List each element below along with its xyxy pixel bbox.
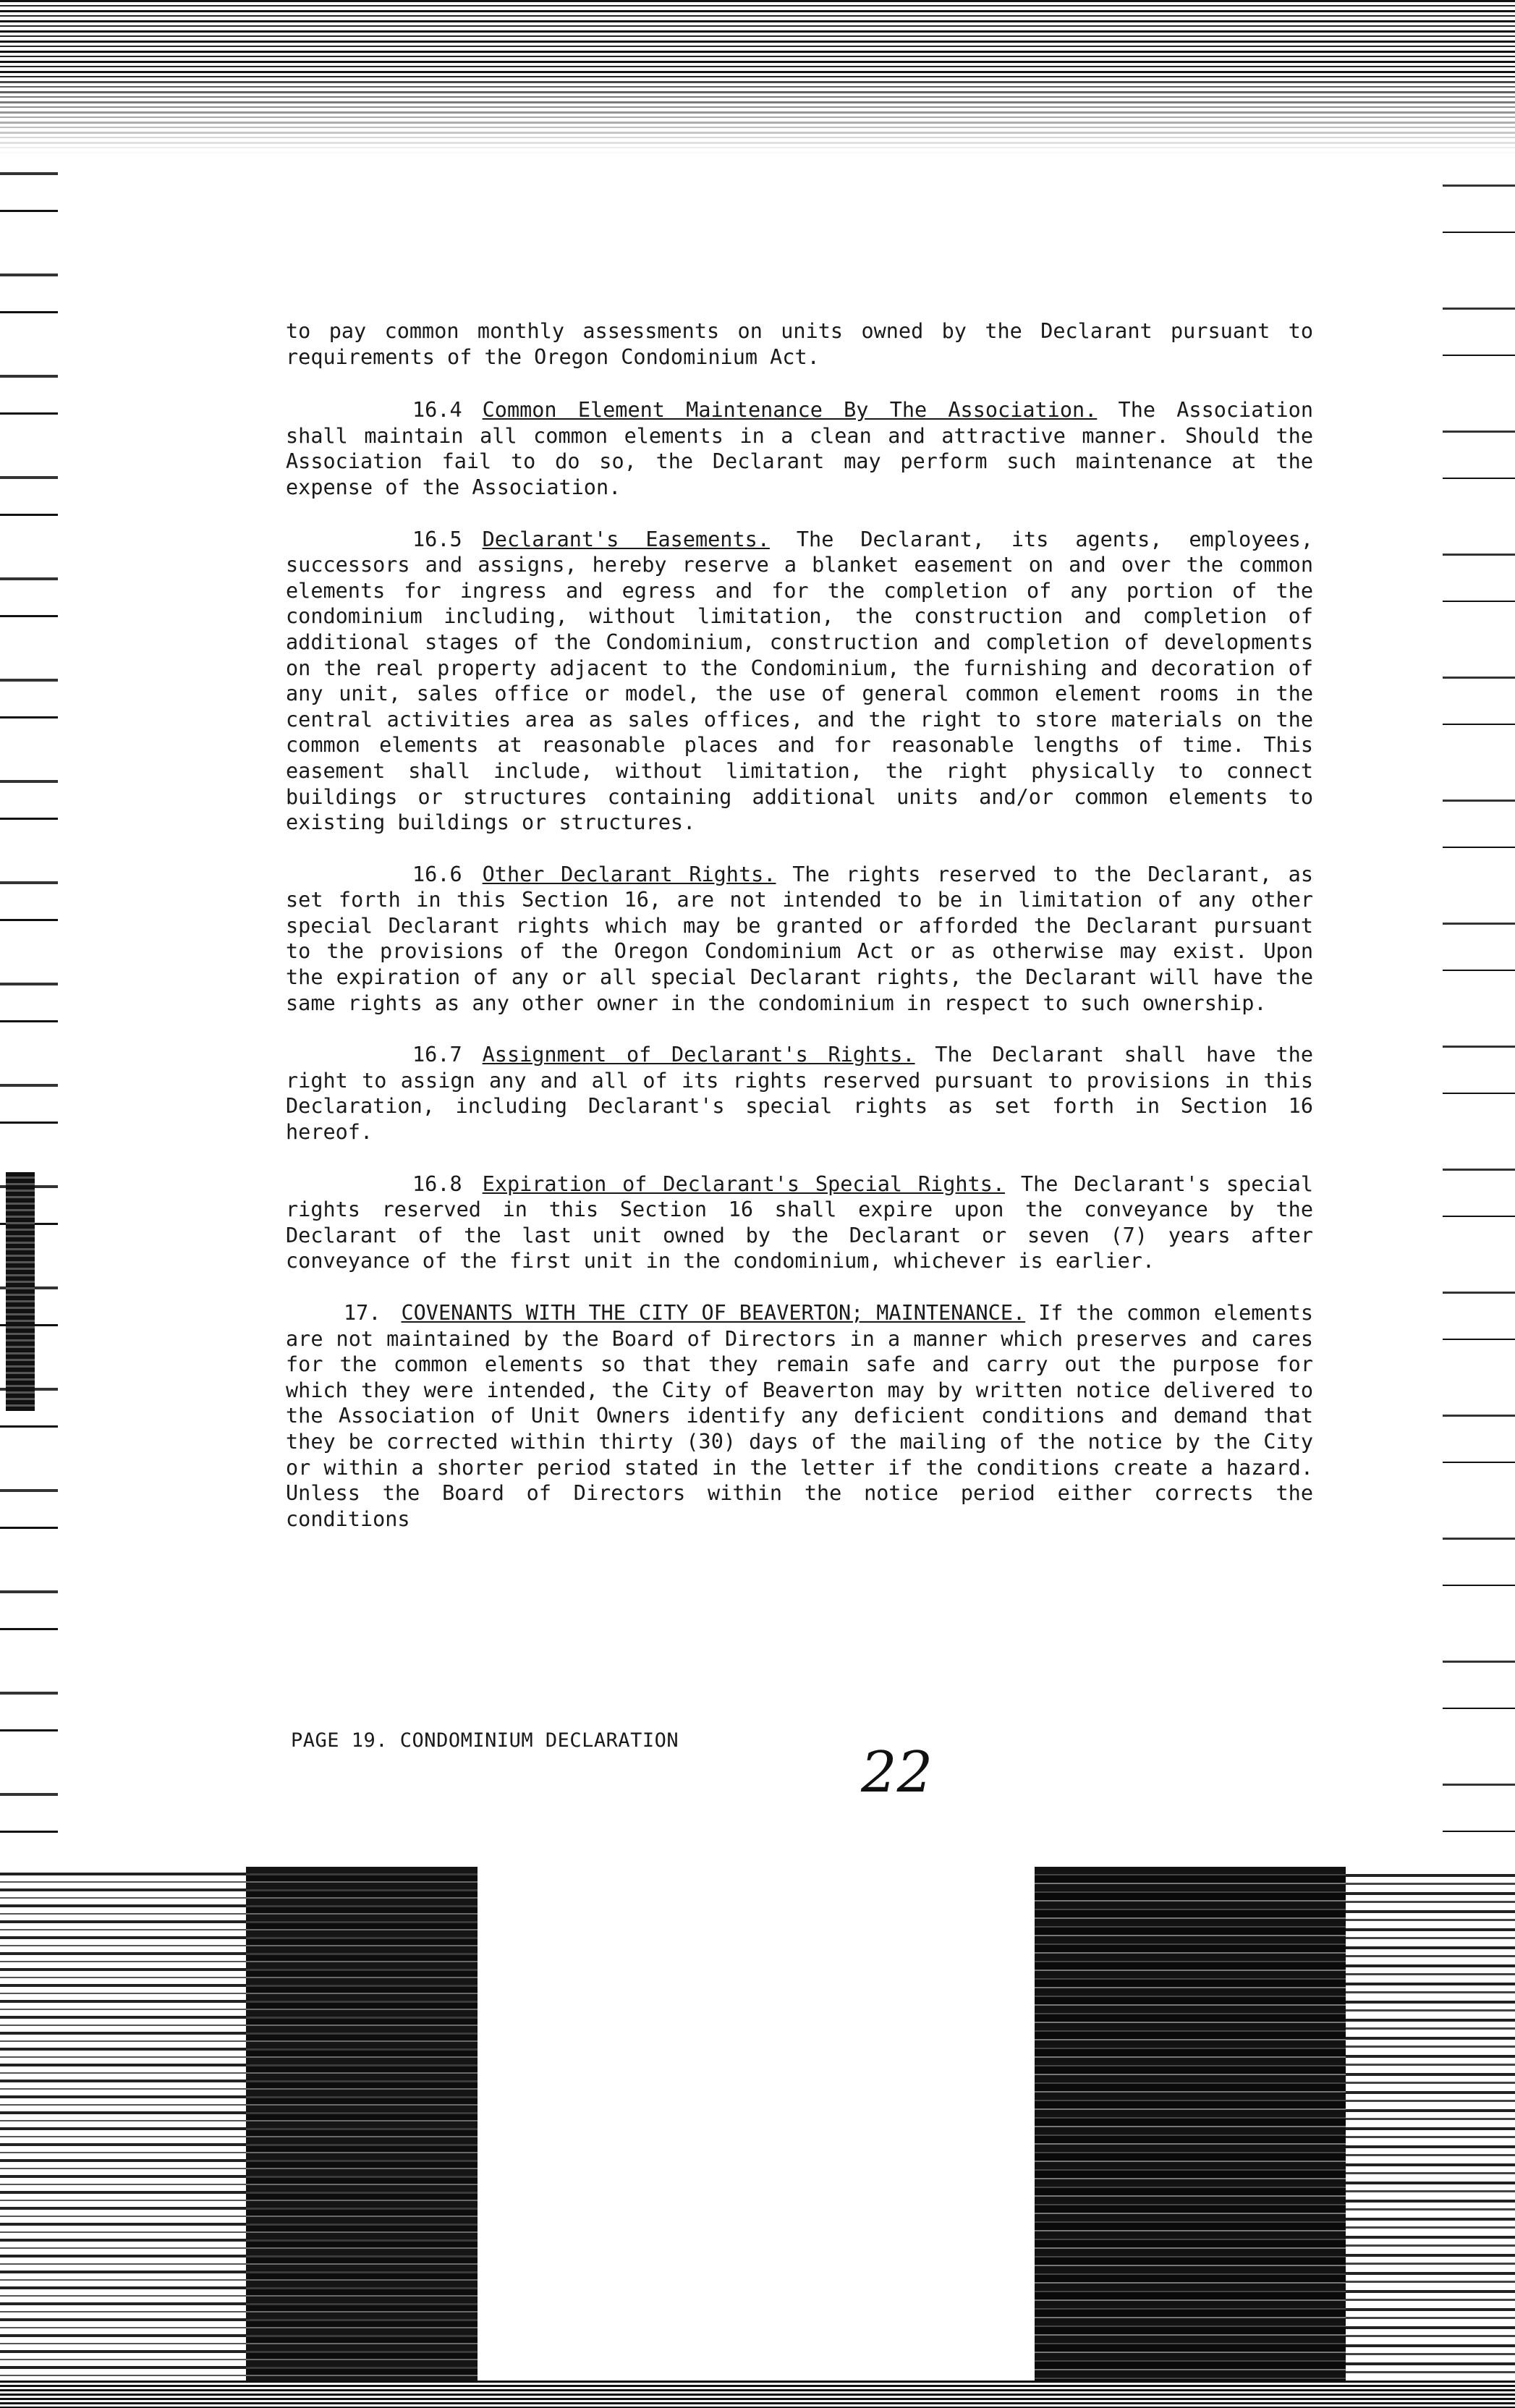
section-body: The Declarant's special rights reserved in this Section 16 shall expire upon the conveyance by the Declarant of the last unit owned by the Declarant or seven (7) years after conveyance of the first unit in the condominium, whichever is earlier. bbox=[286, 1171, 1313, 1273]
section-number: 16.8 bbox=[412, 1171, 462, 1196]
scan-artifact-fade bbox=[0, 80, 1515, 174]
blank-paper-area bbox=[478, 1867, 1035, 2408]
section-number: 16.6 bbox=[412, 862, 462, 886]
section-number: 16.7 bbox=[412, 1043, 462, 1067]
section-16-7 bbox=[286, 1042, 1313, 1145]
scan-artifact-bottom-right-strip bbox=[1346, 1867, 1515, 2408]
section-16-8 bbox=[286, 1171, 1313, 1274]
section-16-5 bbox=[286, 527, 1313, 836]
scan-artifact-bottom-left-strip bbox=[0, 1867, 246, 2408]
section-number: 16.5 bbox=[412, 527, 462, 551]
section-heading: Expiration of Declarant's Special Rights. bbox=[482, 1171, 1006, 1196]
section-heading: Other Declarant Rights. bbox=[482, 862, 776, 886]
section-16-6 bbox=[286, 862, 1313, 1017]
section-number: 17. bbox=[344, 1301, 381, 1325]
handwritten-page-number: 22 bbox=[861, 1740, 933, 1805]
section-heading: Assignment of Declarant's Rights. bbox=[482, 1043, 915, 1067]
scan-artifact-left-edge bbox=[0, 145, 58, 1990]
scan-artifact-bottom-edge bbox=[0, 2381, 1515, 2408]
section-body: The rights reserved to the Declarant, as set forth in this Section 16, are not intended to be in limitation of any other special Declarant rights which may be granted or afforded the Declarant pursuant to the provisions of the Oregon Condominium Act or as otherwise may exist. Upon the expiration of any or all special Declarant rights, the Declarant will have the same rights as any other owner in the condominium in respect to such ownership. bbox=[286, 862, 1313, 1015]
section-heading: Common Element Maintenance By The Association. bbox=[482, 398, 1098, 423]
section-body: The Association shall maintain all common elements in a clean and attractive manner. Should the Association fail to do so, the Declarant may perform such maintenance at the expense of the Association. bbox=[286, 398, 1313, 499]
section-heading: COVENANTS WITH THE CITY OF BEAVERTON; MAINTENANCE. bbox=[401, 1301, 1026, 1325]
document-body bbox=[286, 318, 1313, 1558]
section-heading: Declarant's Easements. bbox=[482, 527, 770, 551]
carryover-paragraph: to pay common monthly assessments on units owned by the Declarant pursuant to requirements of the Oregon Condominium Act. bbox=[286, 319, 1313, 369]
section-body: If the common elements are not maintained by the Board of Directors in a manner which preserves and cares for the common elements so that they remain safe and carry out the purpose for which they were intended, the City of Beaverton may by written notice delivered to the Association of Unit Owners identify any deficient conditions and demand that they be corrected within thirty (30) days of the mailing of the notice by the City or within a shorter period stated in the letter if the conditions create a hazard. Unless the Board of Directors within the notice period either corrects the conditions bbox=[286, 1301, 1313, 1531]
page-footer: PAGE 19. CONDOMINIUM DECLARATION bbox=[291, 1729, 679, 1752]
section-17 bbox=[286, 1300, 1313, 1532]
section-body: The Declarant shall have the right to assign any and all of its rights reserved pursuant to provisions in this Declaration, including Declarant's special rights as set forth in Section 16 hereof. bbox=[286, 1043, 1313, 1145]
section-16-4 bbox=[286, 397, 1313, 500]
section-body: The Declarant, its agents, employees, successors and assigns, hereby reserve a blanket easement on and over the common elements for ingress and egress and for the completion of any portion of the condominium including, without limitation, the construction and completion of additional stages of the Condominium, construction and completion of developments on the real property adjacent to the Condominium, the furnishing and decoration of any unit, sales office or model, the use of general common element rooms in the central activities area as sales offices, and the right to store materials on the common elements at reasonable places and for reasonable lengths of time. This easement shall include, without limitation, the right physically to connect buildings or structures containing additional units and/or common elements to existing buildings or structures. bbox=[286, 527, 1313, 835]
scan-artifact-left-block bbox=[6, 1172, 35, 1411]
scan-artifact-right-edge bbox=[1443, 145, 1515, 1954]
section-number: 16.4 bbox=[412, 398, 462, 423]
